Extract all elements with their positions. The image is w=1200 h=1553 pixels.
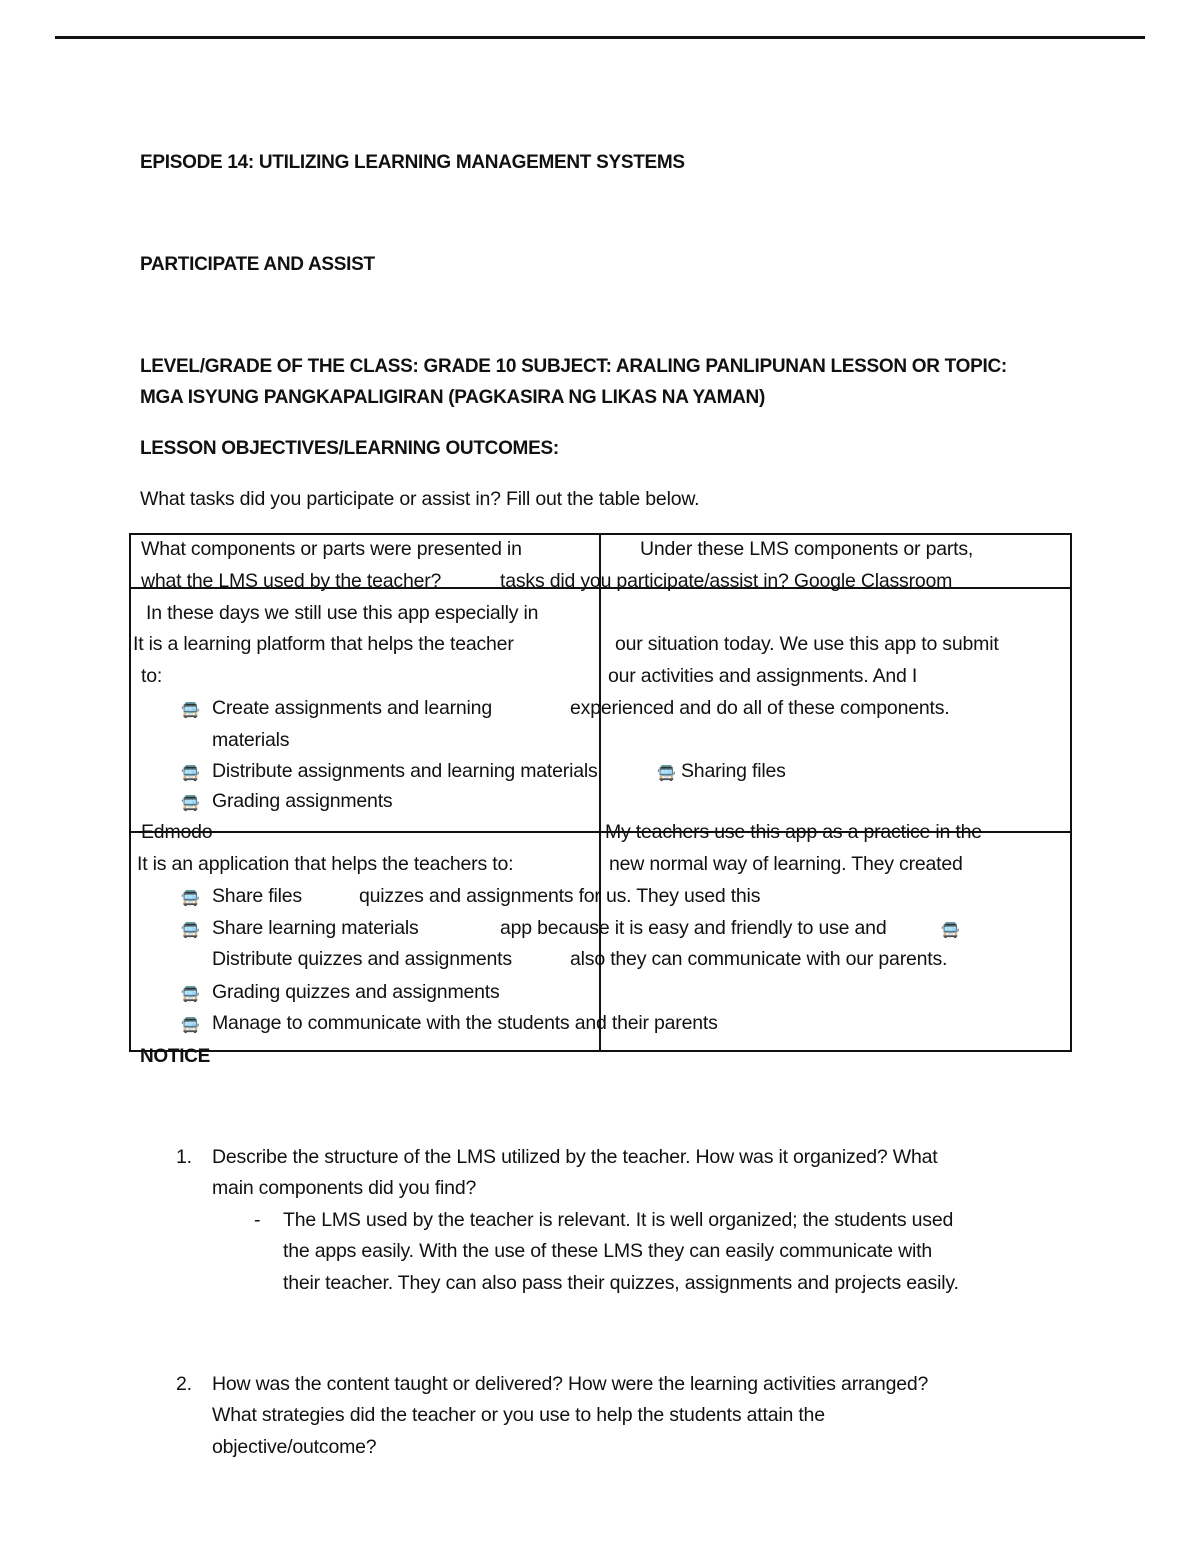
table-header-left-2: what the LMS used by the teacher? bbox=[141, 570, 442, 592]
answer-1-line-2: the apps easily. With the use of these LMS they can easily communicate with bbox=[283, 1240, 933, 1262]
answer-1-line-3: their teacher. They can also pass their quizzes, assignments and projects easily. bbox=[283, 1272, 959, 1294]
table-header-right-1: Under these LMS components or parts, bbox=[640, 538, 974, 560]
question-1-line-2: main components did you find? bbox=[212, 1177, 477, 1199]
bullet-icon: 🚍 bbox=[657, 765, 676, 782]
gc-right-line-2: our situation today. We use this app to submit bbox=[615, 633, 999, 655]
class-info-line-1: LEVEL/GRADE OF THE CLASS: GRADE 10 SUBJECT: ARALING PANLIPUNAN LESSON OR TOPIC: bbox=[140, 356, 1007, 377]
question-1-number: 1. bbox=[176, 1146, 192, 1168]
ed-item-3: Distribute quizzes and assignments bbox=[212, 948, 512, 970]
section-heading: PARTICIPATE AND ASSIST bbox=[140, 254, 375, 275]
ed-right-line-5: also they can communicate with our parents. bbox=[570, 948, 948, 970]
ed-item-5: Manage to communicate with the students and their parents bbox=[212, 1012, 718, 1034]
gc-item-3: Grading assignments bbox=[212, 790, 393, 812]
gc-right-line-3: our activities and assignments. And I bbox=[608, 665, 918, 687]
ed-item-2: Share learning materials bbox=[212, 917, 419, 939]
question-2-line-2: What strategies did the teacher or you use to help the students attain the bbox=[212, 1404, 825, 1426]
question-2-line-1: How was the content taught or delivered? How were the learning activities arranged? bbox=[212, 1373, 929, 1395]
bullet-icon: 🚍 bbox=[181, 890, 200, 907]
bullet-icon: 🚍 bbox=[181, 986, 200, 1003]
gc-right-line-5: Sharing files bbox=[681, 760, 786, 782]
edmodo-label: Edmodo bbox=[141, 821, 213, 843]
gc-item-1b: materials bbox=[212, 729, 290, 751]
gc-left-line-2: to: bbox=[141, 665, 163, 687]
bullet-icon: 🚍 bbox=[181, 765, 200, 782]
objectives-heading: LESSON OBJECTIVES/LEARNING OUTCOMES: bbox=[140, 438, 559, 459]
question-2-line-3: objective/outcome? bbox=[212, 1436, 377, 1458]
gc-item-1a: Create assignments and learning bbox=[212, 697, 492, 719]
ed-right-line-1: My teachers use this app as a practice in the bbox=[605, 821, 982, 843]
table-header-right-2: tasks did you participate/assist in? Google Classroom bbox=[500, 570, 953, 592]
gc-item-2: Distribute assignments and learning materials bbox=[212, 760, 598, 782]
question-2-number: 2. bbox=[176, 1373, 192, 1395]
notice-heading: NOTICE bbox=[140, 1046, 210, 1067]
gc-right-line-4: experienced and do all of these components. bbox=[570, 697, 950, 719]
ed-item-4: Grading quizzes and assignments bbox=[212, 981, 500, 1003]
table-column-divider bbox=[599, 533, 601, 1050]
answer-1-line-1: The LMS used by the teacher is relevant. It is well organized; the students used bbox=[283, 1209, 954, 1231]
gc-left-line-1: It is a learning platform that helps the teacher bbox=[133, 633, 514, 655]
bullet-icon: 🚍 bbox=[181, 1017, 200, 1034]
ed-item-1: Share files bbox=[212, 885, 302, 907]
ed-left-line-1: It is an application that helps the teachers to: bbox=[137, 853, 514, 875]
bullet-icon: 🚍 bbox=[181, 922, 200, 939]
top-rule bbox=[55, 36, 1145, 39]
ed-right-line-3: quizzes and assignments for us. They used this bbox=[359, 885, 761, 907]
answer-1-dash: - bbox=[254, 1209, 261, 1231]
class-info-line-2: MGA ISYUNG PANGKAPALIGIRAN (PAGKASIRA NG LIKAS NA YAMAN) bbox=[140, 387, 765, 408]
bullet-icon: 🚍 bbox=[181, 702, 200, 719]
instruction-text: What tasks did you participate or assist in? Fill out the table below. bbox=[140, 488, 700, 510]
ed-right-line-4: app because it is easy and friendly to use and bbox=[500, 917, 887, 939]
question-1-line-1: Describe the structure of the LMS utilized by the teacher. How was it organized? What bbox=[212, 1146, 938, 1168]
ed-right-line-2: new normal way of learning. They created bbox=[609, 853, 963, 875]
gc-right-line-1: In these days we still use this app especially in bbox=[146, 602, 539, 624]
bullet-icon: 🚍 bbox=[941, 922, 960, 939]
table-header-left-1: What components or parts were presented in bbox=[141, 538, 522, 560]
page-title: EPISODE 14: UTILIZING LEARNING MANAGEMENT SYSTEMS bbox=[140, 152, 685, 173]
bullet-icon: 🚍 bbox=[181, 795, 200, 812]
